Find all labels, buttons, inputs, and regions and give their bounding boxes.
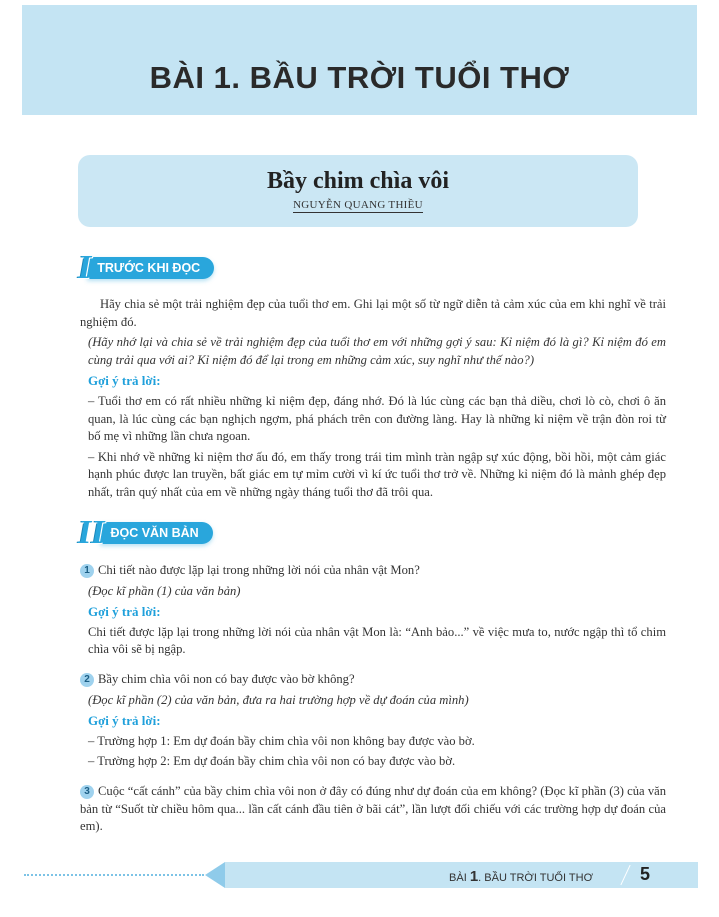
footer-lesson xyxy=(449,868,593,885)
lesson-title: BÀI 1. BẦU TRỜI TUỔI THƠ xyxy=(149,60,570,95)
section-label: TRƯỚC KHI ĐỌC xyxy=(87,257,214,279)
question-3 xyxy=(80,783,666,836)
work-title: Bầy chim chìa vôi xyxy=(266,168,449,194)
question-2 xyxy=(80,671,666,771)
guide: (Đọc kĩ phần (1) của văn bản) xyxy=(88,583,241,598)
footer-lesson-prefix: BÀI xyxy=(449,872,467,884)
footer-divider xyxy=(620,865,630,885)
question-number-badge: 3 xyxy=(80,785,94,799)
section-label: ĐỌC VĂN BẢN xyxy=(100,522,212,544)
question-number-badge: 1 xyxy=(80,564,94,578)
hint-label: Gợi ý trả lời: xyxy=(88,604,161,620)
header-band xyxy=(22,5,697,115)
section-heading-1 xyxy=(78,249,214,286)
section-heading-2 xyxy=(78,514,213,551)
question-1 xyxy=(80,562,666,659)
page-footer xyxy=(225,862,698,888)
question-text: Chi tiết nào được lặp lại trong những lời nói của nhân vật Mon? xyxy=(98,563,420,577)
answer: – Trường hợp 2: Em dự đoán bầy chim chìa vôi non có bay được vào bờ. xyxy=(88,754,456,769)
hint-label: Gợi ý trả lời: xyxy=(88,373,161,389)
prompt: Hãy chia sẻ một trải nghiệm đẹp của tuổi thơ em. Ghi lại một số từ ngữ diễn tả cảm xúc của em khi nghĩ về trải nghiệm đó. xyxy=(80,297,666,329)
question-number-badge: 2 xyxy=(80,673,94,687)
section-2-body xyxy=(80,562,666,839)
work-title-box xyxy=(78,155,638,227)
question-text: Cuộc “cất cánh” của bầy chim chìa vôi non ở đây có đúng như dự đoán của em không? (Đọc kĩ phần (3) của văn bản từ “Suốt từ chiều hôm qua... lần cất cánh đầu tiên ở bãi cát”, lần lượt đối chiếu với các trường hợp dự đoán của em). xyxy=(80,783,666,834)
page-number: 5 xyxy=(639,864,650,884)
work-author: NGUYỄN QUANG THIỀU xyxy=(293,199,423,211)
answer: – Trường hợp 1: Em dự đoán bầy chim chìa vôi non không bay được vào bờ. xyxy=(88,733,475,748)
guide: (Đọc kĩ phần (2) của văn bản, đưa ra hai trường hợp về dự đoán của mình) xyxy=(88,692,469,707)
footer-lesson-number: 1 xyxy=(469,868,479,885)
question-text: Bầy chim chìa vôi non có bay được vào bờ không? xyxy=(98,671,355,686)
section-numeral: I xyxy=(78,249,92,286)
footer-lesson-name: . BẦU TRỜI TUỔI THƠ xyxy=(478,872,593,884)
answer: – Khi nhớ về những kỉ niệm thơ ấu đó, em thấy trong trái tim mình tràn ngập sự xúc động, bồi hồi, một cảm giác hạnh phúc được lan truyền, bất giác em tự mỉm cười vì kí ức tuổi thơ trở về. Những kỉ niệm đó là mảnh ghép đẹp nhất, trân quý nhất của em về những ngày tháng tuổi thơ đã trôi qua. xyxy=(88,449,666,499)
section-numeral: II xyxy=(78,514,105,551)
guide: (Hãy nhớ lại và chia sẻ về trải nghiệm đẹp của tuổi thơ em với những gợi ý sau: Kỉ niệm đó là gì? Kỉ niệm đó em cùng trải qua với ai? Kỉ niệm đó để lại trong em những cảm xúc, suy nghĩ như thế nào?) xyxy=(88,335,666,367)
hint-label: Gợi ý trả lời: xyxy=(88,713,161,729)
answer: Chi tiết được lặp lại trong những lời nói của nhân vật Mon là: “Anh bảo...” về việc mưa to, nước ngập thì tổ chim chìa vôi sẽ bị ngập. xyxy=(88,624,666,657)
footer-dotted-line xyxy=(24,874,204,876)
answer: – Tuổi thơ em có rất nhiều những kỉ niệm đẹp, đáng nhớ. Đó là lúc cùng các bạn thả diều, chơi lò cò, chơi ô ăn quan, là lúc cùng các bạn nghịch ngợm, phá phách trên con đường làng. Hay là những kỉ niệm về trận đòn roi từ bố mẹ vì những lần chưa ngoan. xyxy=(88,393,666,444)
section-1-body xyxy=(80,296,666,505)
footer-arrow xyxy=(205,862,225,888)
